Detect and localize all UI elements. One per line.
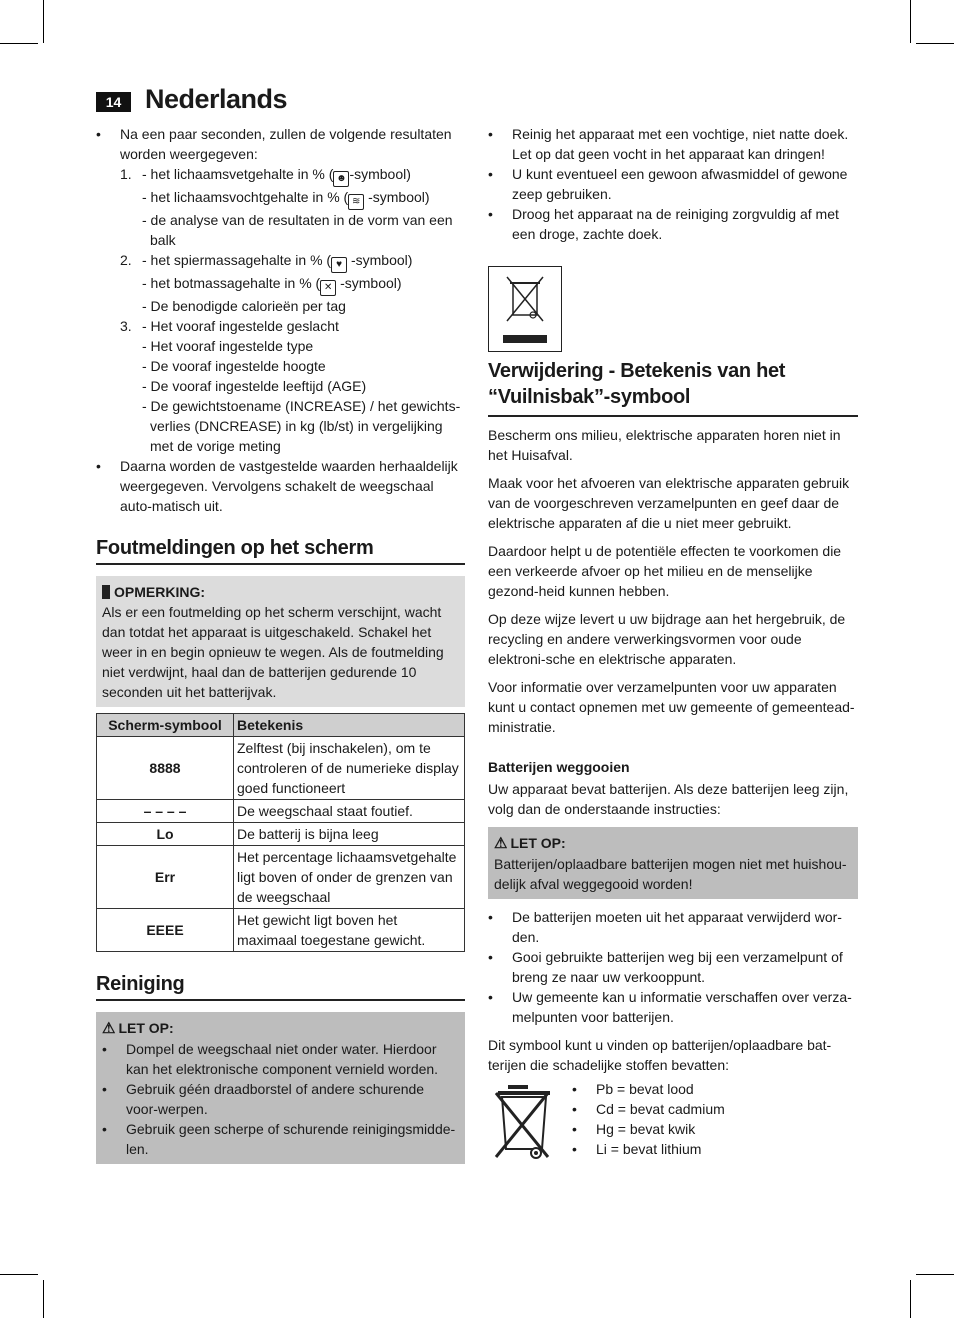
bullet-icon: • [572, 1101, 577, 1117]
crop-mark [43, 0, 44, 43]
bullet-text: Daarna worden de vastgestelde waarden herhaaldelijk weergegeven. Vervolgens schakelt de weegschaal auto-matisch uit. [120, 458, 458, 514]
line: -symbool) [349, 166, 411, 182]
bullet-text: Hg = bevat kwik [596, 1121, 696, 1137]
right-column [488, 124, 858, 1167]
bullet-icon: • [488, 166, 493, 182]
crop-mark [0, 43, 38, 44]
bullet-icon: • [102, 1121, 107, 1137]
crop-mark [916, 1274, 954, 1275]
list-item [102, 1079, 459, 1119]
line: - de analyse van de resultaten in de vorm van een balk [142, 212, 453, 248]
list-item [488, 987, 858, 1027]
result-group-2 [96, 250, 465, 316]
list-item [96, 456, 465, 516]
table-cell: 8888 [97, 737, 234, 800]
warning-icon: ⚠ [494, 835, 508, 852]
table-header: Scherm-symbool [97, 714, 234, 737]
warning-label: LET OP: [118, 1020, 174, 1036]
line: - Het vooraf ingestelde type [142, 338, 314, 354]
bullet-text: Droog het apparaat na de reiniging zorgvuldig af met een droge, zachte doek. [512, 206, 839, 242]
table-row [97, 846, 465, 909]
line: - het botmassagehalte in % ( [142, 275, 321, 291]
note-label: OPMERKING: [114, 584, 205, 600]
table-row [97, 737, 465, 800]
warning-label: LET OP: [510, 835, 566, 851]
list-item [488, 124, 858, 164]
bullet-icon: • [488, 949, 493, 965]
list-item [102, 1119, 459, 1159]
bullet-text: Pb = bevat lood [596, 1081, 694, 1097]
list-item [488, 947, 858, 987]
table-cell: De weegschaal staat foutief. [234, 800, 465, 823]
bullet-text: U kunt eventueel een gewoon afwasmiddel of gewone zeep gebruiken. [512, 166, 848, 202]
table-cell: Het gewicht ligt boven het maximaal toegestane gewicht. [234, 909, 465, 952]
result-group-1 [96, 164, 465, 250]
section-title-batteries: Batterijen weggooien [488, 759, 630, 775]
warning-box [96, 1012, 465, 1164]
section-title-disposal: Verwijdering - Betekenis van het “Vuilnisbak”-symbool [488, 358, 858, 417]
warning-box [488, 827, 858, 899]
paragraph: Maak voor het afvoeren van elektrische apparaten gebruik van de voorgeschreven verzamelpunten en geef daar de elektrische apparaten af die u niet meer gebruikt. [488, 475, 850, 531]
crop-mark [910, 1280, 911, 1318]
list-item [572, 1099, 852, 1119]
paragraph: Voor informatie over verzamelpunten voor uw apparaten kunt u contact opnemen met uw gemeente of gemeentead-ministratie. [488, 679, 855, 735]
line: - het lichaamsvetgehalte in % ( [142, 166, 334, 182]
bullet-text: Li = bevat lithium [596, 1141, 702, 1157]
table-row [97, 823, 465, 846]
bullet-icon: • [488, 206, 493, 222]
table-cell: Zelftest (bij inschakelen), om te controleren of de numerieke display goed functioneert [234, 737, 465, 800]
table-cell: De batterij is bijna leeg [234, 823, 465, 846]
result-group-3 [96, 316, 465, 456]
crop-mark [916, 43, 954, 44]
body-water-icon: ≋ [348, 194, 364, 210]
bullet-text: Gebruik geen scherpe of schurende reinigingsmidde-len. [126, 1121, 456, 1157]
group-number: 2. [120, 252, 132, 268]
bullet-text: De batterijen moeten uit het apparaat verwijderd wor-den. [512, 909, 842, 945]
page-number: 14 [96, 92, 131, 112]
line: - De vooraf ingestelde leeftijd (AGE) [142, 378, 367, 394]
paragraph: Dit symbool kunt u vinden op batterijen/oplaadbare bat-terijen die schadelijke stoffen bevatten: [488, 1037, 832, 1073]
bullet-text: Gebruik géén draadborstel of andere schurende voor-werpen. [126, 1081, 425, 1117]
bullet-icon: • [102, 1081, 107, 1097]
line: - De vooraf ingestelde hoogte [142, 358, 326, 374]
crossed-bin-icon [489, 267, 561, 351]
battery-bin-icon [490, 1083, 560, 1167]
bullet-icon: • [572, 1081, 577, 1097]
bullet-icon: • [96, 458, 101, 474]
paragraph: Uw apparaat bevat batterijen. Als deze batterijen leeg zijn, volg dan de onderstaande instructies: [488, 781, 849, 817]
list-item [572, 1139, 852, 1159]
error-table [96, 713, 465, 952]
bullet-text: Gooi gebruikte batterijen weg bij een verzamelpunt of breng ze naar uw verkooppunt. [512, 949, 843, 985]
line: - De benodigde calorieën per tag [142, 298, 346, 314]
bullet-text: Cd = bevat cadmium [596, 1101, 725, 1117]
bullet-icon: • [102, 1041, 107, 1057]
line: - De gewichtstoename (INCREASE) / het gewichts-verlies (DNCREASE) in kg (lb/st) in vergelijking met de vorige meting [142, 398, 461, 454]
section-title-errors: Foutmeldingen op het scherm [96, 538, 465, 565]
list-item [102, 1039, 459, 1079]
muscle-icon: ♥ [331, 257, 347, 273]
line: - Het vooraf ingestelde geslacht [142, 318, 339, 334]
table-cell: Err [97, 846, 234, 909]
bullet-text: Na een paar seconden, zullen de volgende resultaten worden weergegeven: [120, 126, 452, 162]
list-item [572, 1119, 852, 1139]
table-cell: – – – – [97, 800, 234, 823]
table-cell: EEEE [97, 909, 234, 952]
info-icon [102, 585, 110, 599]
crop-mark [0, 1274, 38, 1275]
bullet-icon: • [572, 1121, 577, 1137]
bullet-text: Uw gemeente kan u informatie verschaffen over verza-melpunten voor batterijen. [512, 989, 852, 1025]
table-row [97, 800, 465, 823]
body-fat-icon: ☻ [333, 171, 349, 187]
page-title: Nederlands [145, 84, 288, 114]
table-cell: Lo [97, 823, 234, 846]
list-item [488, 204, 858, 244]
bullet-text: Reinig het apparaat met een vochtige, niet natte doek. Let op dat geen vocht in het apparaat kan dringen! [512, 126, 849, 162]
section-title-cleaning: Reiniging [96, 974, 465, 1001]
table-header: Betekenis [234, 714, 465, 737]
note-text: Als er een foutmelding op het scherm verschijnt, wacht dan totdat het apparaat is uitgeschakeld. Schakel het weer in en begin opnieuw te wegen. Als de foutmelding niet verdwijnt, haal dan de batterijen gedurende 10 seconden uit het batterijvak. [102, 604, 444, 700]
bone-icon: ✕ [320, 280, 336, 296]
list-item [572, 1079, 852, 1099]
bullet-icon: • [572, 1141, 577, 1157]
paragraph: Daardoor helpt u de potentiële effecten te voorkomen die een verkeerde afvoer op het milieu en de menselijke gezond-heid kunnen hebben. [488, 543, 842, 599]
list-item [488, 164, 858, 204]
list-item [488, 907, 858, 947]
crossed-bin-icon [488, 266, 562, 352]
left-column [96, 124, 465, 1164]
line: - het spiermassagehalte in % ( [142, 252, 332, 268]
note-box [96, 576, 465, 707]
group-number: 3. [120, 318, 132, 334]
bullet-icon: • [488, 126, 493, 142]
crop-mark [910, 0, 911, 43]
line: - het lichaamsvochtgehalte in % ( [142, 189, 349, 205]
list-item [96, 124, 465, 164]
battery-symbol-block [488, 1083, 858, 1167]
line: -symbool) [347, 252, 413, 268]
bullet-icon: • [488, 989, 493, 1005]
table-cell: Het percentage lichaamsvetgehalte ligt boven of onder de grenzen van de weegschaal [234, 846, 465, 909]
paragraph: Op deze wijze levert u uw bijdrage aan het hergebruik, de recycling en andere verwerkingsvormen voor oude elektroni-sche en elektrische apparaten. [488, 611, 846, 667]
group-number: 1. [120, 166, 132, 182]
warning-text: Batterijen/oplaadbare batterijen mogen niet met huishou-delijk afval weggegooid worden! [494, 856, 847, 892]
warning-icon: ⚠ [102, 1020, 116, 1037]
table-row [97, 909, 465, 952]
line: -symbool) [336, 275, 402, 291]
bullet-icon: • [488, 909, 493, 925]
line: -symbool) [364, 189, 430, 205]
paragraph: Bescherm ons milieu, elektrische apparaten horen niet in het Huisafval. [488, 427, 841, 463]
crop-mark [43, 1280, 44, 1318]
bullet-text: Dompel de weegschaal niet onder water. Hierdoor kan het elektronische component vernield worden. [126, 1041, 439, 1077]
bullet-icon: • [96, 126, 101, 142]
